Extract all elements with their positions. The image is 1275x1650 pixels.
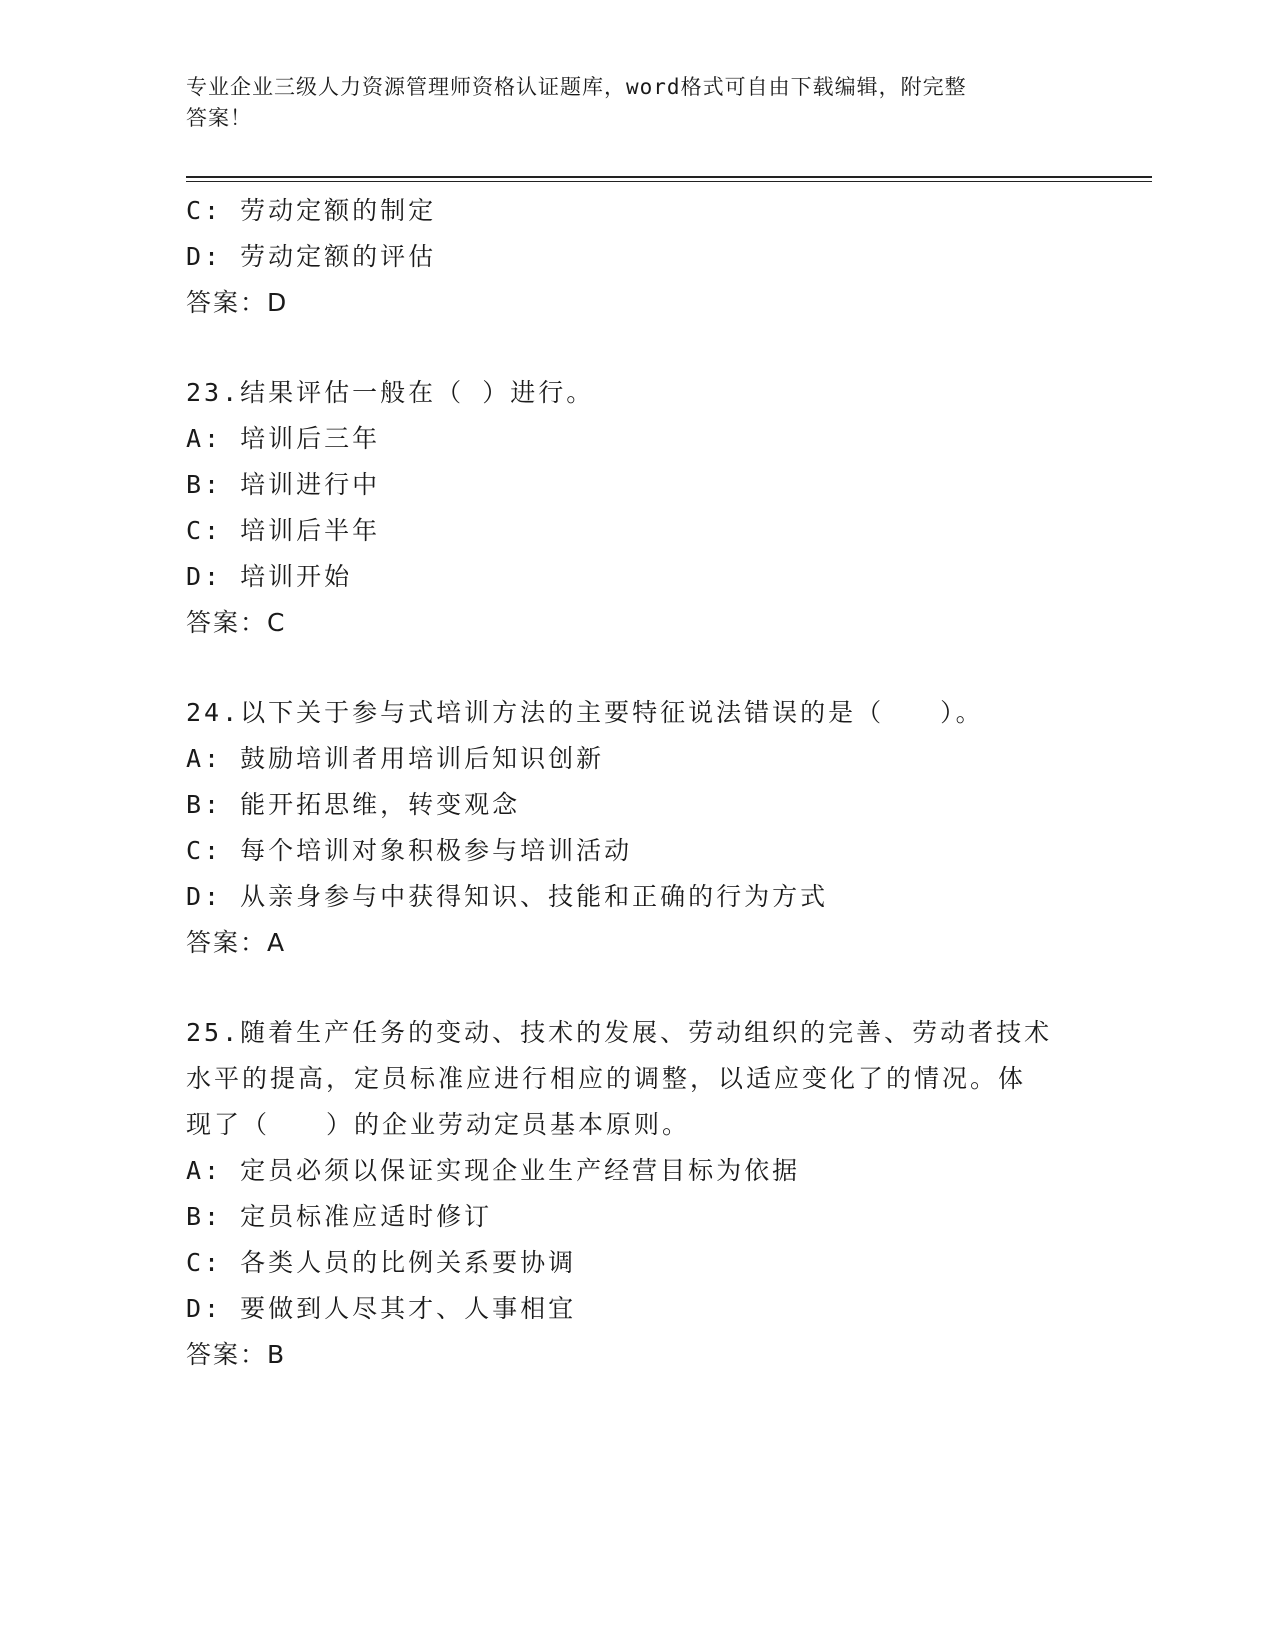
question-23: [186, 370, 1086, 646]
header-line-2: 答案！: [186, 106, 252, 130]
header-divider-thin: [186, 181, 1152, 182]
answer: 答案：D: [186, 288, 289, 317]
question-stem: 24.以下关于参与式培训方法的主要特征说法错误的是（ ）。: [186, 698, 984, 727]
header-divider-thick: [186, 176, 1152, 178]
answer: 答案：C: [186, 608, 287, 637]
option-d: D: 要做到人尽其才、人事相宜: [186, 1294, 577, 1323]
header-line-1: 专业企业三级人力资源管理师资格认证题库，word格式可自由下载编辑，附完整: [186, 75, 967, 99]
option-c: C: 每个培训对象积极参与培训活动: [186, 836, 633, 865]
answer: 答案：A: [186, 928, 287, 957]
question-stem: 23.结果评估一般在（ ）进行。: [186, 378, 595, 407]
question-stem-line-2: 水平的提高，定员标准应进行相应的调整，以适应变化了的情况。体: [186, 1064, 1027, 1093]
question-content: [186, 188, 1086, 1378]
option-c: C: 各类人员的比例关系要协调: [186, 1248, 577, 1277]
question-22-tail: [186, 188, 1086, 326]
option-a: A: 培训后三年: [186, 424, 381, 453]
option-d: D: 培训开始: [186, 562, 353, 591]
question-24: [186, 690, 1086, 966]
option-d: D: 从亲身参与中获得知识、技能和正确的行为方式: [186, 882, 829, 911]
option-b: B: 培训进行中: [186, 470, 381, 499]
question-stem-line-1: 25.随着生产任务的变动、技术的发展、劳动组织的完善、劳动者技术: [186, 1018, 1053, 1047]
answer: 答案：B: [186, 1340, 287, 1369]
option-c: C: 培训后半年: [186, 516, 381, 545]
option-c: C: 劳动定额的制定: [186, 196, 437, 225]
document-header: [186, 72, 1076, 134]
option-b: B: 能开拓思维，转变观念: [186, 790, 521, 819]
spacer: [186, 966, 1086, 1010]
spacer: [186, 326, 1086, 370]
option-b: B: 定员标准应适时修订: [186, 1202, 493, 1231]
question-stem-line-3: 现了（ ）的企业劳动定员基本原则。: [186, 1110, 691, 1139]
option-d: D: 劳动定额的评估: [186, 242, 437, 271]
question-25: [186, 1010, 1086, 1378]
option-a: A: 定员必须以保证实现企业生产经营目标为依据: [186, 1156, 801, 1185]
spacer: [186, 646, 1086, 690]
option-a: A: 鼓励培训者用培训后知识创新: [186, 744, 605, 773]
